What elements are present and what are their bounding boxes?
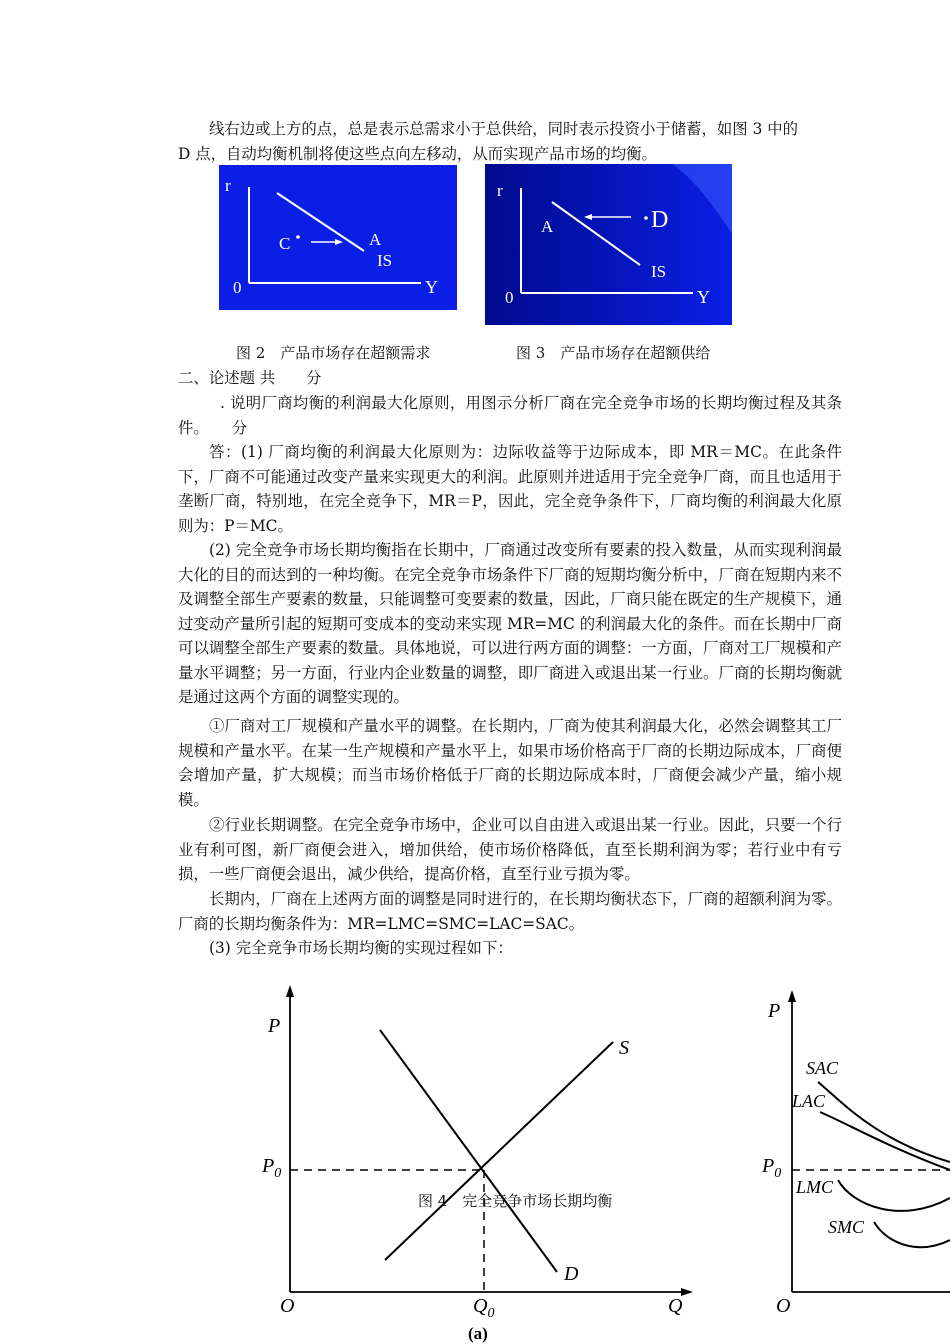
answer-paragraph-6: (3) 完全竞争市场长期均衡的实现过程如下：	[209, 939, 513, 957]
fig4b-lmc-curve	[838, 1180, 950, 1211]
figure-3	[485, 164, 732, 325]
intro-line-1: 线右边或上方的点，总是表示总需求小于总供给，同时表示投资小于储蓄，如图 3 中的	[209, 120, 799, 138]
fig2-point-c: C	[279, 234, 291, 253]
fig4b-sac-curve	[818, 1082, 950, 1162]
answer-paragraph-5: 长期内，厂商在上述两方面的调整是同时进行的，在长期均衡状态下，厂商的超额利润为零。厂商的长期均衡条件为：MR=LMC=SMC=LAC=SAC。	[178, 890, 842, 933]
fig4b-lac-curve	[820, 1112, 950, 1170]
fig4-panel-b	[761, 990, 950, 1317]
fig4-panel-a	[261, 985, 693, 1343]
fig4b-origin: O	[776, 1295, 791, 1317]
fig2-is-label: IS	[377, 251, 393, 270]
fig4-caption: 图 4 完全竞争市场长期均衡	[418, 1192, 613, 1210]
fig3-point-d: D	[651, 207, 669, 233]
answer-paragraph-1: 答：(1) 厂商均衡的利润最大化原则为：边际收益等于边际成本，即 MR＝MC。在此条件下，厂商不可能通过改变产量来实现更大的利润。此原则并进适用于完全竞争厂商，而且也适用于垄断厂商，特别地，在完全竞争下，MR＝P，因此，完全竞争条件下，厂商均衡的利润最大化原则为：P＝MC。	[178, 443, 842, 535]
fig4b-p-label: P	[768, 1000, 781, 1022]
fig4a-s-label: S	[619, 1037, 629, 1059]
fig3-point-a: A	[541, 217, 554, 236]
fig2-caption: 图 2 产品市场存在超额需求	[236, 344, 431, 362]
fig4a-supply-curve	[385, 1042, 613, 1260]
fig3-r-label: r	[497, 181, 503, 200]
figure-2	[219, 165, 457, 310]
question-text: . 说明厂商均衡的利润最大化原则，用图示分析厂商在完全竞争市场的长期均衡过程及其条件。 分	[178, 394, 842, 437]
fig2-point-a: A	[369, 230, 382, 249]
fig2-r-label: r	[225, 176, 231, 195]
fig4a-p0-label: $P_0$	[262, 1155, 282, 1181]
figure-4	[0, 975, 950, 1344]
fig4b-p-arrow	[788, 990, 796, 1002]
fig4a-q0-label: $Q_0$	[473, 1295, 495, 1321]
fig4a-demand-curve	[380, 1030, 557, 1272]
section-title: 二、论述题 共 分	[178, 369, 322, 387]
fig4b-smc-label: SMC	[828, 1217, 864, 1237]
fig2-point-c-dot	[296, 235, 300, 239]
fig2-y-label: Y	[425, 277, 438, 297]
answer-paragraph-3: ①厂商对工厂规模和产量水平的调整。在长期内，厂商为使其利润最大化，必然会调整其工厂规模和产量水平。在某一生产规模和产量水平上，如果市场价格高于厂商的长期边际成本，厂商便会增加产量，扩大规模；而当市场价格低于厂商的长期边际成本时，厂商便会减少产量，缩小规模。	[178, 717, 842, 809]
fig4a-origin: O	[280, 1295, 295, 1317]
fig3-point-d-dot	[644, 216, 648, 220]
fig3-origin: 0	[505, 288, 514, 307]
fig4a-panel-label: (a)	[468, 1324, 488, 1343]
fig3-is-label: IS	[651, 262, 667, 281]
answer-paragraph-4: ②行业长期调整。在完全竞争市场中，企业可以自由进入或退出某一行业。因此，只要一个行业有利可图，新厂商便会进入，增加供给，使市场价格降低，直至长期利润为零；若行业中有亏损，一些厂商便会退出，减少供给，提高价格，直至行业亏损为零。	[178, 816, 842, 883]
fig4a-d-label: D	[564, 1263, 579, 1285]
fig4a-q-label: Q	[668, 1295, 683, 1317]
fig3-y-label: Y	[697, 287, 710, 307]
intro-line-2: D 点，自动均衡机制将使这些点向左移动，从而实现产品市场的均衡。	[178, 145, 657, 163]
fig4a-p-label: P	[268, 1015, 281, 1037]
fig4b-smc-curve	[874, 1222, 950, 1247]
fig4a-p-arrow	[286, 985, 294, 997]
fig4b-p0-label: $P_0$	[762, 1155, 782, 1181]
fig2-origin: 0	[233, 278, 242, 297]
fig4b-lac-label: LAC	[792, 1091, 826, 1111]
fig2-background	[219, 165, 457, 310]
fig3-caption: 图 3 产品市场存在超额供给	[516, 344, 711, 362]
fig3-background	[485, 164, 732, 325]
answer-paragraph-2: (2) 完全竞争市场长期均衡指在长期中，厂商通过改变所有要素的投入数量，从而实现利润最大化的目的而达到的一种均衡。在完全竞争市场条件下厂商的短期均衡分析中，厂商在短期内来不及调整全部生产要素的数量，只能调整可变要素的数量，因此，厂商只能在既定的生产规模下，通过变动产量所引起的短期可变成本的变动来实现 MR=MC 的利润最大化的条件。而在长期中厂商可以调整全部生产要素的数量。具体地说，可以进行两方面的调整：一方面，厂商对工厂规模和产量水平调整；另一方面，行业内企业数量的调整，即厂商进入或退出某一行业。厂商的长期均衡就是通过这两个方面的调整实现的。	[178, 541, 842, 706]
fig4b-sac-label: SAC	[806, 1058, 839, 1078]
fig4b-lmc-label: LMC	[796, 1177, 834, 1197]
fig4a-q-arrow	[681, 1288, 693, 1296]
